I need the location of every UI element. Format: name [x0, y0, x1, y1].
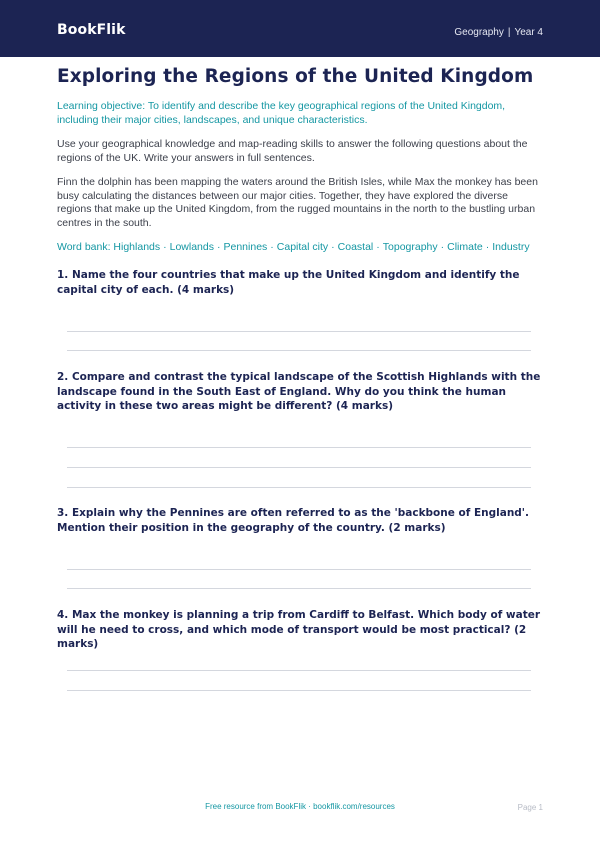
- answer-line[interactable]: [67, 670, 531, 671]
- answer-line[interactable]: [67, 690, 531, 691]
- question-2: [57, 370, 543, 414]
- answer-line[interactable]: [67, 350, 531, 351]
- question-3: [57, 506, 543, 535]
- story-paragraph: Finn the dolphin has been mapping the waters around the British Isles, while Max the monkey has been busy calculating the distances between our major cities. Together, they have explored the diverse regions that make up the United Kingdom, from the rugged mountains in the north to the bustling urban centres in the south.: [57, 176, 538, 229]
- answer-line[interactable]: [67, 487, 531, 488]
- instructions-paragraph: Use your geographical knowledge and map-reading skills to answer the following questions about the regions of the UK. Write your answers in full sentences.: [57, 138, 528, 164]
- word-bank-term: Industry: [492, 241, 530, 253]
- question-1: [57, 268, 543, 297]
- subject-label: Geography: [454, 27, 504, 38]
- page-title: Exploring the Regions of the United Kingdom: [57, 66, 534, 87]
- page-number: Page 1: [517, 803, 543, 812]
- footer-credit[interactable]: Free resource from BookFlik · bookflik.com/resources: [205, 802, 395, 811]
- word-bank-label: Word bank:: [57, 241, 111, 253]
- word-bank-term: Climate: [447, 241, 483, 253]
- question-text: 3. Explain why the Pennines are often referred to as the 'backbone of England'. Mention their position in the geography of the country. (2 marks): [57, 507, 530, 534]
- year-label: Year 4: [514, 27, 543, 38]
- question-text: 4. Max the monkey is planning a trip from Cardiff to Belfast. Which body of water will he need to cross, and which mode of transport would be most practical? (2 marks): [57, 609, 541, 650]
- word-bank-term: Topography: [382, 241, 438, 253]
- question-text: 1. Name the four countries that make up the United Kingdom and identify the capital city of each. (4 marks): [57, 269, 520, 296]
- word-bank-term: Capital city: [276, 241, 329, 253]
- answer-line[interactable]: [67, 467, 531, 468]
- word-bank-term: Lowlands: [169, 241, 214, 253]
- worksheet-intro: [57, 66, 543, 255]
- question-text: 2. Compare and contrast the typical landscape of the Scottish Highlands with the landscape found in the South East of England. Why do you think the human activity in these two areas might be different? (4 marks): [57, 371, 541, 412]
- answer-line[interactable]: [67, 588, 531, 589]
- learning-objective: Learning objective: To identify and describe the key geographical regions of the United Kingdom, including their major cities, landscapes, and unique characteristics.: [57, 100, 506, 126]
- brand-logo[interactable]: BookFlik: [57, 22, 126, 38]
- answer-line[interactable]: [67, 569, 531, 570]
- question-4: [57, 608, 543, 652]
- word-bank-term: Highlands: [113, 241, 161, 253]
- answer-line[interactable]: [67, 331, 531, 332]
- word-bank-term: Coastal: [337, 241, 374, 253]
- answer-line[interactable]: [67, 447, 531, 448]
- header-meta: [454, 27, 543, 39]
- word-bank: Word bank: Highlands · Lowlands · Pennines · Capital city · Coastal · Topography · Climate · Industry: [57, 241, 530, 253]
- word-bank-term: Pennines: [223, 241, 268, 253]
- header-bar: [0, 0, 600, 57]
- header-separator: |: [507, 27, 511, 38]
